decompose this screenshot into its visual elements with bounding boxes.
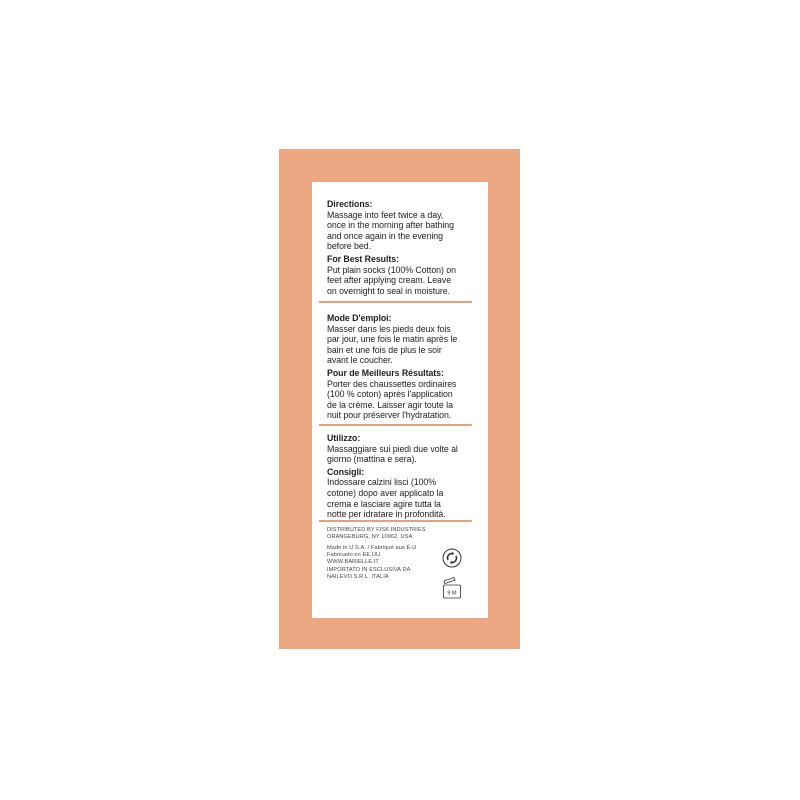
italian-best-line: notte per idratare in profondità. xyxy=(327,509,446,520)
italian-directions-line: giorno (mattina e sera). xyxy=(327,454,417,465)
italian-best-line: crema e lasciare agire tutta la xyxy=(327,498,441,509)
english-best-line: on overnight to seal in moisture. xyxy=(327,285,451,296)
french-best-line: Porter des chaussettes ordinaires xyxy=(327,378,457,389)
french-directions-heading: Mode D'emploi: xyxy=(327,313,392,323)
english-directions-line: before bed. xyxy=(327,241,371,252)
period-after-opening-icon xyxy=(441,576,463,600)
italian-best-line: cotone) dopo aver applicato la xyxy=(327,487,444,498)
section-divider xyxy=(319,301,472,303)
origin-line: WWW.BARIELLE.IT xyxy=(327,559,379,566)
origin-line: Made in U.S.A. / Fabriqué aux É-U xyxy=(327,545,417,551)
italian-best-line: Indossare calzini lisci (100% xyxy=(327,477,437,488)
origin-info xyxy=(327,545,416,581)
french-directions-line: avant le coucher. xyxy=(327,355,393,366)
french-directions-line: bain et une fois de plus le soir xyxy=(327,344,442,355)
italian-section xyxy=(327,433,477,520)
english-best-heading: For Best Results: xyxy=(327,253,399,264)
french-best-line: de la crème. Laisser agir toute la xyxy=(327,399,453,410)
section-divider xyxy=(319,424,472,426)
english-directions-heading: Directions: xyxy=(327,199,373,209)
english-best-line: Put plain socks (100% Cotton) on xyxy=(327,264,456,275)
english-best-line: feet after applying cream. Leave xyxy=(327,275,452,286)
french-best-heading: Pour de Meilleurs Résultats: xyxy=(327,367,444,378)
origin-line: Fabricado en EE.UU. xyxy=(327,552,382,559)
french-directions-line: Masser dans les pieds deux fois xyxy=(327,323,451,334)
pao-label: 9 M xyxy=(447,590,457,597)
recycle-icon xyxy=(442,548,462,568)
english-directions-line: Massage into feet twice a day, xyxy=(327,209,444,220)
distributor-line: ORANGEBURG, NY 10962, USA xyxy=(327,534,413,541)
origin-line: NAILEVO S.R.L. ITALIA xyxy=(327,573,389,580)
italian-best-heading: Consigli: xyxy=(327,466,365,477)
section-divider xyxy=(319,520,472,522)
italian-directions-heading: Utilizzo: xyxy=(327,433,361,443)
origin-line: IMPORTATO IN ESCLUSIVA DA xyxy=(327,566,411,573)
english-directions-line: and once again in the evening xyxy=(327,230,443,241)
french-best-line: nuit pour préserver l'hydratation. xyxy=(327,410,452,421)
french-directions-line: par jour, une fois le matin après le xyxy=(327,334,458,345)
english-section xyxy=(327,199,477,296)
english-directions-line: once in the morning after bathing xyxy=(327,220,454,231)
french-section xyxy=(327,313,477,421)
distributor-line: DISTRIBUTED BY FISK INDUSTRIES xyxy=(327,527,426,533)
distributor-info xyxy=(327,527,426,541)
french-best-line: (100 % coton) après l'application xyxy=(327,389,453,400)
italian-directions-line: Massaggiare sui piedi due volte al xyxy=(327,443,458,454)
